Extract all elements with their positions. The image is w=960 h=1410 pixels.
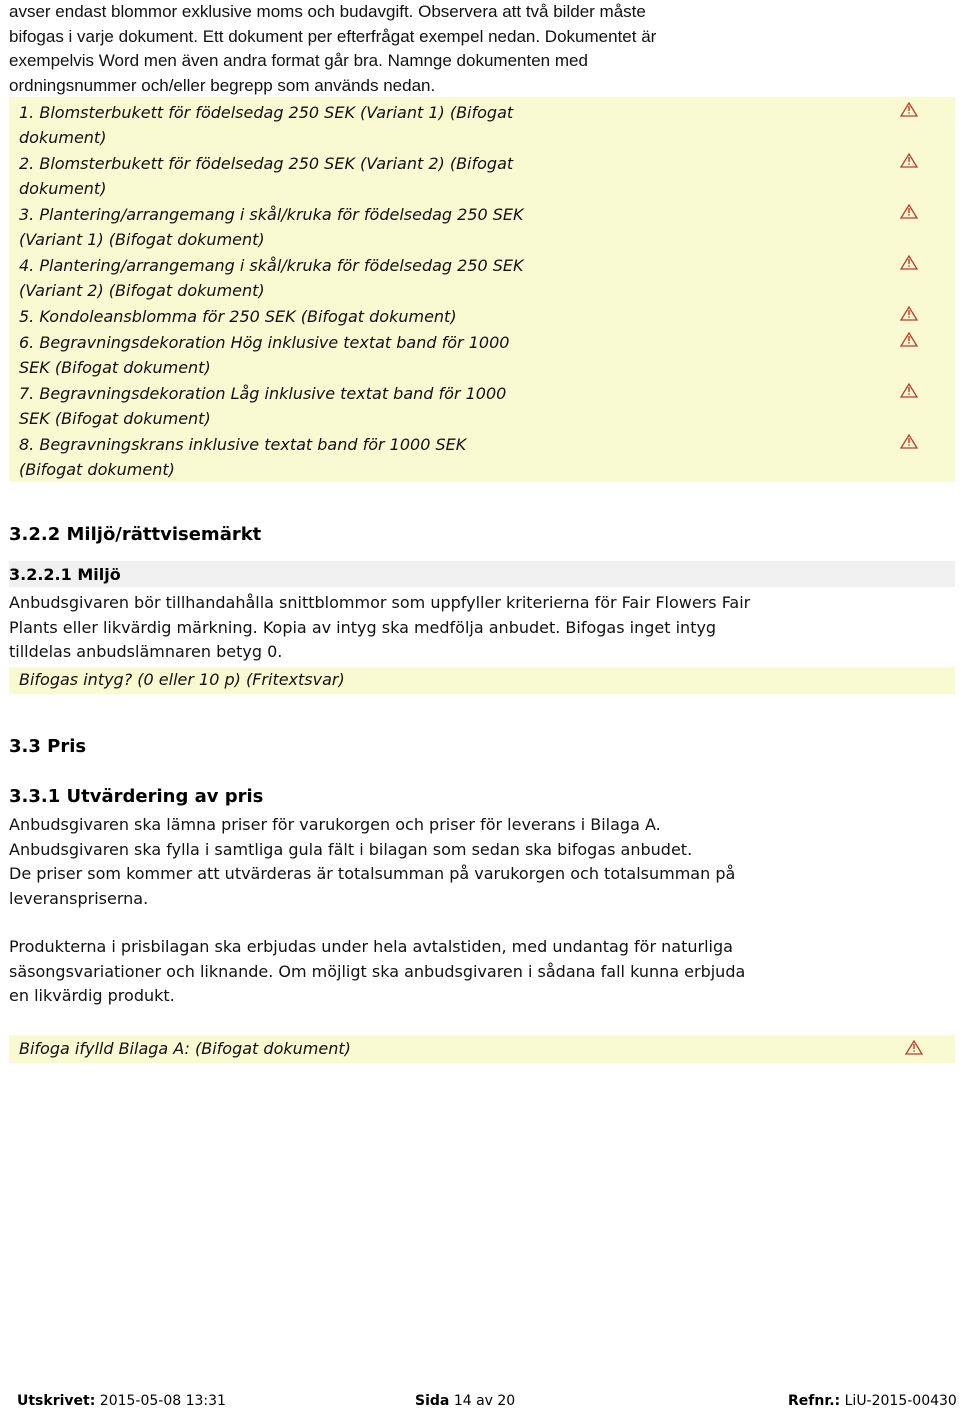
text-line: tilldelas anbudslämnaren betyg 0. [9, 642, 283, 661]
section-331-paragraph-1 [9, 813, 809, 911]
warning-icon [900, 203, 918, 219]
item-line: 1. Blomsterbukett för födelsedag 250 SEK (Variant 1) (Bifogat [19, 103, 514, 122]
text-line: leveranspriserna. [9, 888, 149, 908]
text-line: Produkterna i prisbilagan ska erbjudas under hela avtalstiden, med undantag för naturliga [9, 937, 733, 956]
item-line: 3. Plantering/arrangemang i skål/kruka för födelsedag 250 SEK [19, 205, 524, 224]
item-line: SEK (Bifogat dokument) [19, 408, 211, 428]
attachment-item-3[interactable] [19, 203, 559, 252]
attachment-item-2[interactable] [19, 152, 559, 201]
attachment-item-1[interactable] [19, 101, 559, 150]
item-line: dokument) [19, 178, 107, 198]
section-331-paragraph-2 [9, 935, 809, 1009]
attachment-item-6[interactable] [19, 331, 559, 380]
intro-line: ordningsnummer och/eller begrepp som används nedan. [9, 75, 436, 95]
attachment-item-7[interactable] [19, 382, 559, 431]
intro-paragraph [9, 0, 709, 98]
item-line: (Bifogat dokument) [19, 459, 175, 479]
item-line: 8. Begravningskrans inklusive textat band för 1000 SEK [19, 435, 467, 454]
intro-line: avser endast blommor exklusive moms och budavgift. Observera att två bilder måste [9, 2, 646, 21]
footer-printed-label: Utskrivet: [17, 1393, 96, 1409]
intro-line: bifogas i varje dokument. Ett dokument per efterfrågat exempel nedan. Dokumentet är [9, 26, 657, 46]
item-line: 5. Kondoleansblomma för 250 SEK (Bifogat dokument) [19, 307, 457, 326]
warning-icon [900, 101, 918, 117]
intro-line: exempelvis Word men även andra format går bra. Namnge dokumenten med [9, 51, 588, 70]
attachment-item-8[interactable] [19, 433, 559, 482]
item-line: dokument) [19, 127, 107, 147]
footer-ref-label: Refnr.: [788, 1393, 841, 1409]
question-label: Bifogas intyg? (0 eller 10 p) (Fritextsvar) [19, 670, 345, 689]
warning-icon [900, 254, 918, 270]
text-line: säsongsvariationer och liknande. Om möjligt ska anbudsgivaren i sådana fall kunna erbjuda [9, 961, 746, 981]
item-line: 4. Plantering/arrangemang i skål/kruka för födelsedag 250 SEK [19, 256, 524, 275]
warning-icon [905, 1039, 923, 1055]
footer-ref [788, 1393, 957, 1409]
footer-printed [17, 1393, 226, 1409]
item-line: (Variant 1) (Bifogat dokument) [19, 229, 265, 249]
warning-icon [900, 433, 918, 449]
warning-icon [900, 305, 918, 321]
item-line: 2. Blomsterbukett för födelsedag 250 SEK (Variant 2) (Bifogat [19, 154, 514, 173]
text-line: en likvärdig produkt. [9, 986, 175, 1005]
footer-page [415, 1393, 515, 1409]
warning-icon [900, 331, 918, 347]
warning-icon [900, 382, 918, 398]
section-heading-33: 3.3 Pris [9, 736, 87, 757]
item-line: (Variant 2) (Bifogat dokument) [19, 280, 265, 300]
item-line: 7. Begravningsdekoration Låg inklusive textat band för 1000 [19, 384, 507, 403]
attachment-item-4[interactable] [19, 254, 559, 303]
item-line: 6. Begravningsdekoration Hög inklusive textat band för 1000 [19, 333, 510, 352]
section-header-bar [9, 561, 955, 587]
section-3221-text [9, 591, 809, 665]
attachment-field-bilaga-a[interactable] [9, 1035, 955, 1063]
section-heading-331: 3.3.1 Utvärdering av pris [9, 786, 264, 807]
footer-page-value: 14 av 20 [453, 1393, 516, 1409]
text-line: De priser som kommer att utvärderas är totalsumman på varukorgen och totalsumman på [9, 864, 736, 883]
section-heading-322: 3.2.2 Miljö/rättvisemärkt [9, 524, 262, 545]
attachment-list [9, 97, 955, 482]
attachment-item-5[interactable] [19, 305, 559, 330]
warning-icon [900, 152, 918, 168]
question-field[interactable] [9, 667, 955, 694]
attachment-label: Bifoga ifylld Bilaga A: (Bifogat dokument) [19, 1039, 351, 1058]
text-line: Anbudsgivaren bör tillhandahålla snittblommor som uppfyller kriterierna för Fair Flowers Fair [9, 593, 751, 612]
footer-printed-value: 2015-05-08 13:31 [99, 1393, 226, 1409]
section-heading-3221: 3.2.2.1 Miljö [9, 565, 121, 584]
item-line: SEK (Bifogat dokument) [19, 357, 211, 377]
footer-page-label: Sida [415, 1393, 450, 1409]
footer-ref-value: LiU-2015-00430 [844, 1393, 957, 1409]
text-line: Plants eller likvärdig märkning. Kopia av intyg ska medfölja anbudet. Bifogas inget intyg [9, 617, 717, 637]
text-line: Anbudsgivaren ska fylla i samtliga gula fält i bilagan som sedan ska bifogas anbudet. [9, 839, 693, 859]
text-line: Anbudsgivaren ska lämna priser för varukorgen och priser för leverans i Bilaga A. [9, 815, 661, 834]
